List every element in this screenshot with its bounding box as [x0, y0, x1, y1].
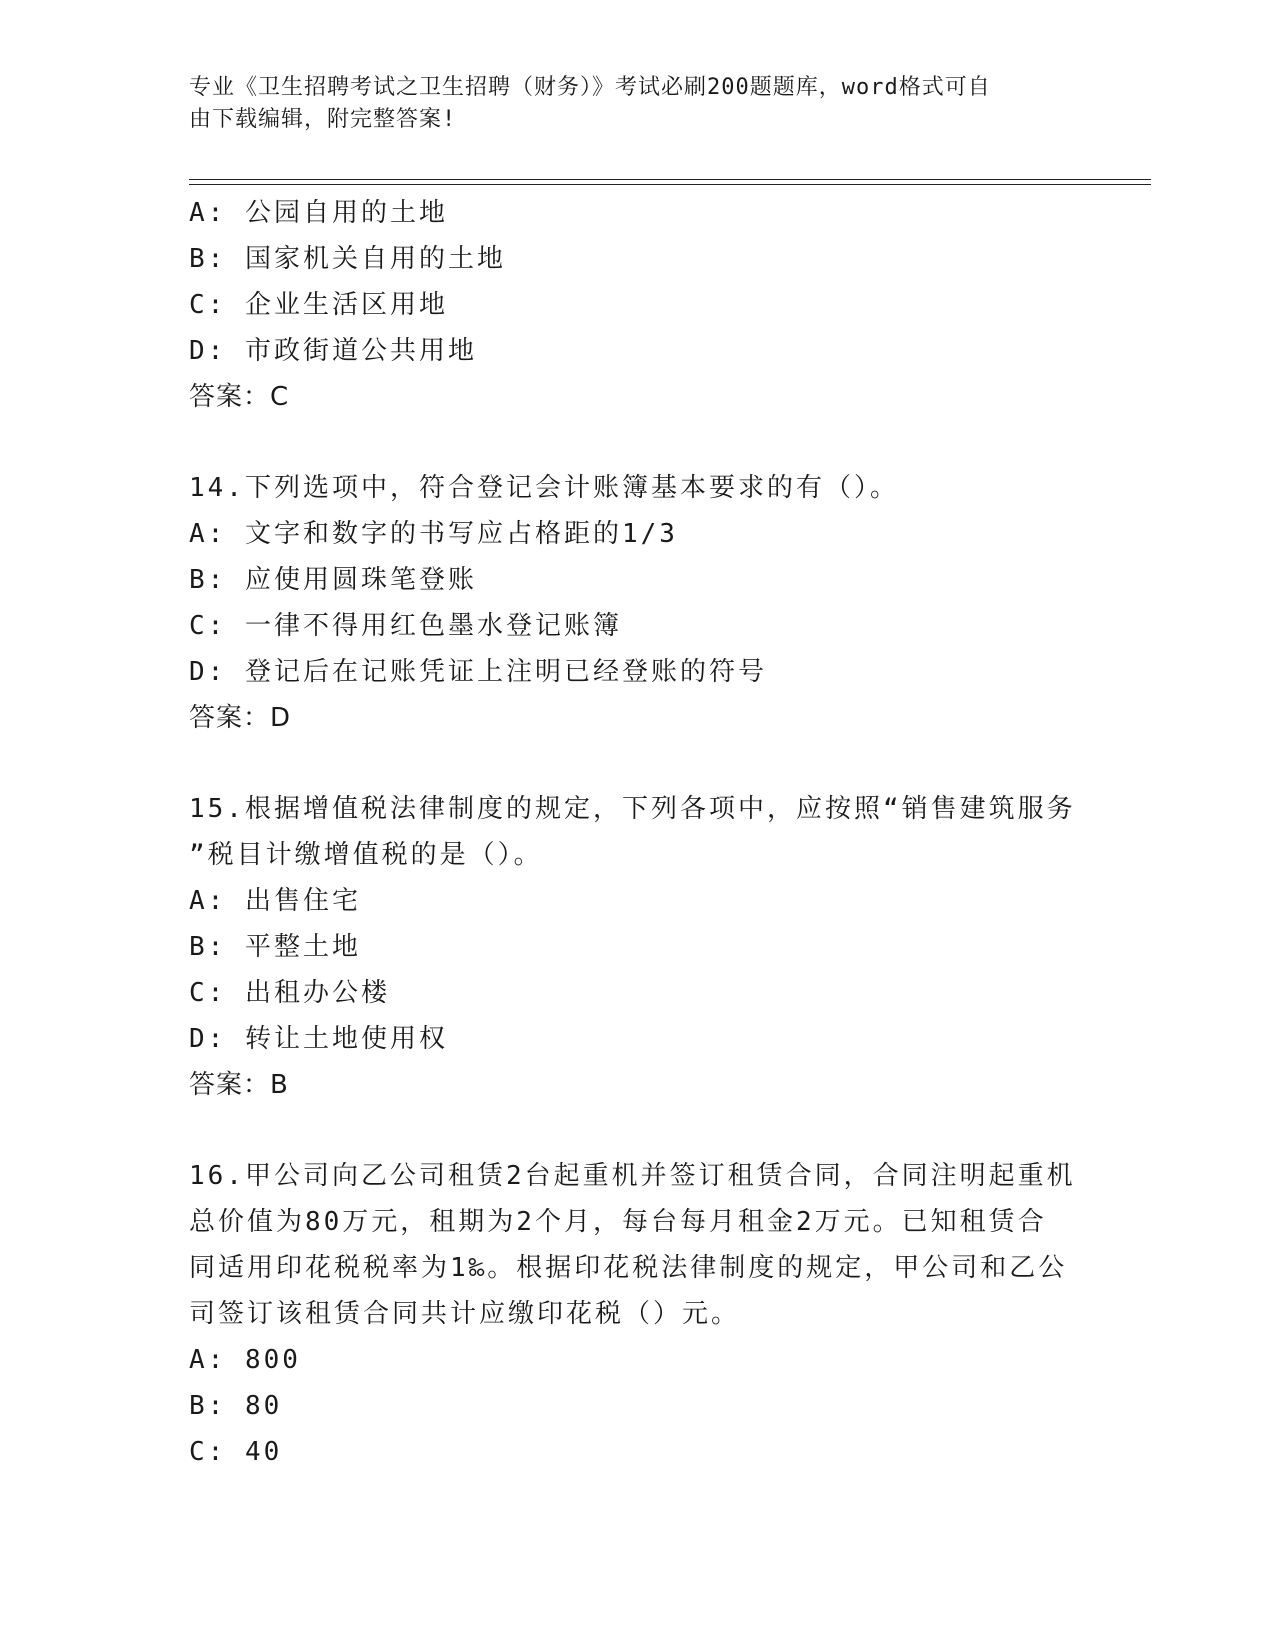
option-b: B: 国家机关自用的土地 — [189, 244, 506, 274]
header-divider-bottom — [189, 184, 1151, 185]
option-d: D: 市政街道公共用地 — [189, 336, 477, 366]
question-14 — [189, 465, 1089, 741]
header-line-2: 由下载编辑，附完整答案! — [189, 107, 457, 132]
question-stem-line-2: 总价值为80万元，租期为2个月，每台每月租金2万元。已知租赁合 — [189, 1207, 1047, 1237]
header-divider-top — [189, 179, 1151, 180]
document-header — [189, 72, 1069, 136]
spacer — [189, 420, 1089, 465]
question-stem: 14.下列选项中，符合登记会计账簿基本要求的有（）。 — [189, 473, 899, 503]
option-d: D: 登记后在记账凭证上注明已经登账的符号 — [189, 657, 767, 687]
option-b: B: 平整土地 — [189, 932, 361, 962]
question-stem-line-1: 16.甲公司向乙公司租赁2台起重机并签订租赁合同，合同注明起重机 — [189, 1161, 1076, 1191]
question-16 — [189, 1153, 1089, 1475]
answer-line: 答案：B — [189, 1070, 289, 1100]
option-c: C: 一律不得用红色墨水登记账簿 — [189, 611, 622, 641]
header-line-1: 专业《卫生招聘考试之卫生招聘（财务）》考试必刷200题题库，word格式可自 — [189, 75, 991, 100]
question-15 — [189, 786, 1089, 1108]
question-13 — [189, 190, 1089, 420]
question-stem-line-4: 司签订该租赁合同共计应缴印花税（）元。 — [189, 1299, 741, 1329]
option-b: B: 应使用圆珠笔登账 — [189, 565, 477, 595]
question-stem-line-1: 15.根据增值税法律制度的规定，下列各项中，应按照“销售建筑服务 — [189, 794, 1076, 824]
option-c: C: 企业生活区用地 — [189, 290, 448, 320]
answer-line: 答案：D — [189, 703, 292, 733]
option-a: A: 公园自用的土地 — [189, 198, 448, 228]
option-c: C: 出租办公楼 — [189, 978, 390, 1008]
question-stem-line-2: ”税目计缴增值税的是（）。 — [189, 840, 543, 870]
option-d: D: 转让土地使用权 — [189, 1024, 448, 1054]
option-a: A: 800 — [189, 1345, 301, 1375]
option-b: B: 80 — [189, 1391, 283, 1421]
document-body — [189, 190, 1089, 1475]
spacer — [189, 1108, 1089, 1153]
question-stem-line-3: 同适用印花税税率为1‰。根据印花税法律制度的规定，甲公司和乙公 — [189, 1253, 1068, 1283]
option-a: A: 出售住宅 — [189, 886, 361, 916]
option-c: C: 40 — [189, 1437, 283, 1467]
option-a: A: 文字和数字的书写应占格距的1/3 — [189, 519, 678, 549]
answer-line: 答案：C — [189, 382, 290, 412]
spacer — [189, 741, 1089, 786]
